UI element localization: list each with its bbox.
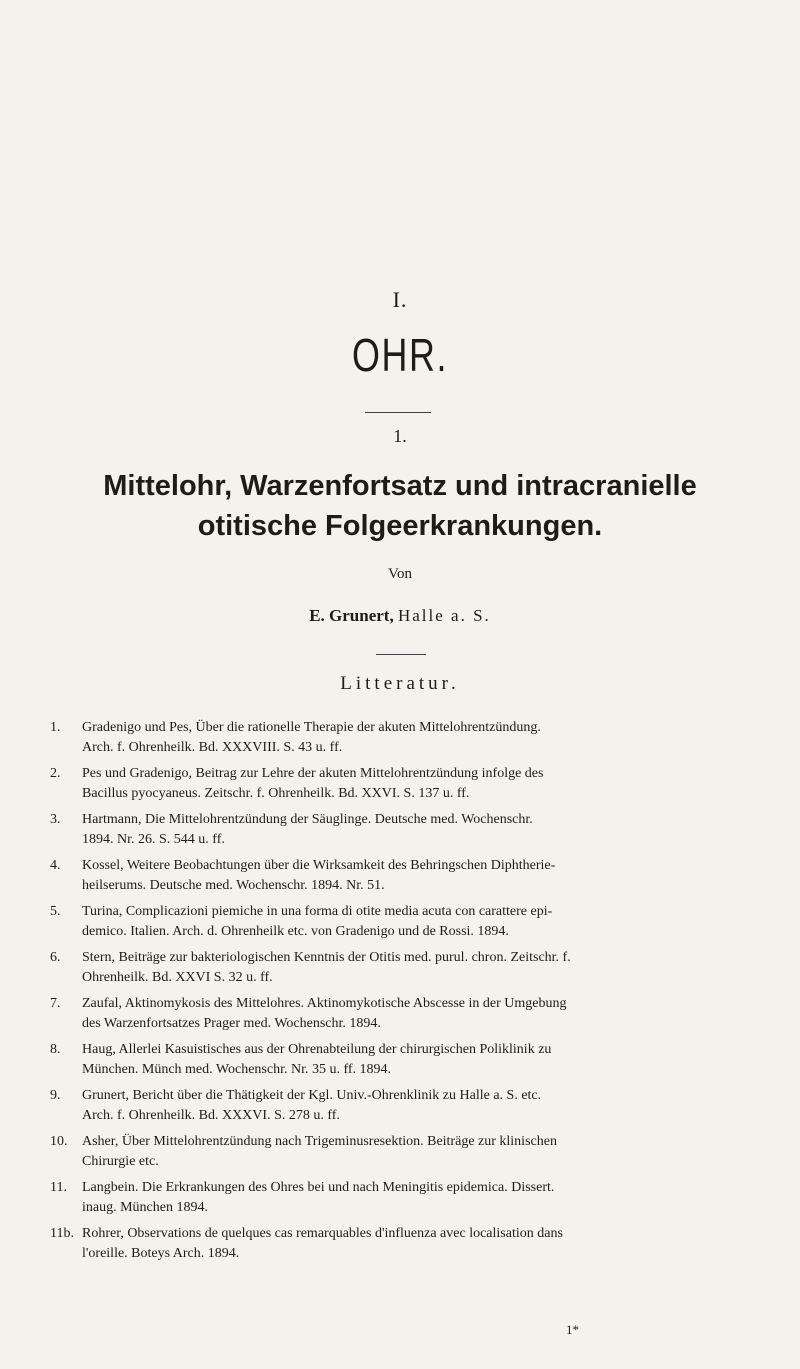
reference-item — [50, 948, 772, 988]
reference-line: Rohrer, Observations de quelques cas remarquables d'influenza avec localisation dans — [82, 1226, 563, 1241]
reference-item — [50, 1224, 772, 1264]
reference-line: Asher, Über Mittelohrentzündung nach Trigeminusresektion. Beiträge zur klinischen — [82, 1134, 557, 1149]
chapter-title-line-1: Mittelohr, Warzenfortsatz und intracranielle — [103, 470, 697, 502]
byline-von: Von — [388, 566, 412, 582]
reference-number: 9. — [50, 1088, 61, 1103]
reference-line: Grunert, Bericht über die Thätigkeit der Kgl. Univ.-Ohrenklinik zu Halle a. S. etc. — [82, 1088, 542, 1103]
reference-number: 11. — [50, 1180, 67, 1195]
reference-line: Hartmann, Die Mittelohrentzündung der Säuglinge. Deutsche med. Wochenschr. — [82, 812, 533, 827]
chapter-title — [0, 466, 800, 546]
reference-number: 6. — [50, 950, 61, 965]
reference-number: 11b. — [50, 1226, 74, 1241]
reference-item — [50, 856, 772, 896]
reference-item — [50, 1086, 772, 1126]
reference-line: Langbein. Die Erkrankungen des Ohres bei und nach Meningitis epidemica. Dissert. — [82, 1180, 555, 1195]
reference-line: 1894. Nr. 26. S. 544 u. ff. — [82, 832, 225, 847]
signature-mark: 1* — [566, 1322, 579, 1337]
reference-line: Arch. f. Ohrenheilk. Bd. XXXVIII. S. 43 u. ff. — [82, 740, 343, 755]
reference-line: Haug, Allerlei Kasuistisches aus der Ohrenabteilung der chirurgischen Poliklinik zu — [82, 1042, 552, 1057]
reference-item — [50, 718, 772, 758]
literature-heading: Litteratur. — [340, 673, 460, 694]
reference-line: inaug. München 1894. — [82, 1200, 208, 1215]
author-place: Halle a. S. — [397, 606, 491, 625]
reference-line: Kossel, Weitere Beobachtungen über die Wirksamkeit des Behringschen Diphtherie- — [82, 858, 556, 873]
reference-line: l'oreille. Boteys Arch. 1894. — [82, 1246, 240, 1261]
reference-line: Arch. f. Ohrenheilk. Bd. XXXVI. S. 278 u. ff. — [82, 1108, 340, 1123]
reference-number: 4. — [50, 858, 61, 873]
reference-line: Pes und Gradenigo, Beitrag zur Lehre der akuten Mittelohrentzündung infolge des — [82, 766, 544, 781]
reference-item — [50, 1040, 772, 1080]
chapter-number: 1. — [393, 426, 407, 446]
reference-item — [50, 1132, 772, 1172]
reference-item — [50, 764, 772, 804]
divider-rule — [365, 412, 431, 413]
reference-item — [50, 902, 772, 942]
author-name: E. Grunert, — [309, 606, 394, 625]
reference-line: Zaufal, Aktinomykosis des Mittelohres. Aktinomykotische Abscesse in der Umgebung — [82, 996, 567, 1011]
reference-line: demico. Italien. Arch. d. Ohrenheilk etc. von Gradenigo und de Rossi. 1894. — [82, 924, 509, 939]
reference-line: Stern, Beiträge zur bakteriologischen Kenntnis der Otitis med. purul. chron. Zeitschr. f. — [82, 950, 571, 965]
section-title: OHR. — [352, 329, 448, 381]
reference-number: 8. — [50, 1042, 61, 1057]
reference-line: heilserums. Deutsche med. Wochenschr. 1894. Nr. 51. — [82, 878, 385, 893]
reference-item — [50, 1178, 772, 1218]
reference-number: 2. — [50, 766, 61, 781]
reference-line: München. Münch med. Wochenschr. Nr. 35 u. ff. 1894. — [82, 1062, 392, 1077]
reference-line: Gradenigo und Pes, Über die rationelle Therapie der akuten Mittelohrentzündung. — [82, 720, 541, 735]
reference-line: Turina, Complicazioni piemiche in una forma di otite media acuta con carattere epi- — [82, 904, 553, 919]
reference-number: 3. — [50, 812, 61, 827]
reference-list — [50, 718, 772, 1270]
divider-rule — [376, 654, 426, 655]
reference-item — [50, 994, 772, 1034]
byline-author — [0, 606, 800, 626]
reference-number: 5. — [50, 904, 61, 919]
reference-line: des Warzenfortsatzes Prager med. Wochenschr. 1894. — [82, 1016, 381, 1031]
reference-line: Chirurgie etc. — [82, 1154, 159, 1169]
reference-number: 10. — [50, 1134, 68, 1149]
reference-number: 7. — [50, 996, 61, 1011]
reference-line: Ohrenheilk. Bd. XXVI S. 32 u. ff. — [82, 970, 273, 985]
chapter-title-line-2: otitische Folgeerkrankungen. — [197, 510, 603, 542]
reference-number: 1. — [50, 720, 61, 735]
reference-item — [50, 810, 772, 850]
section-number: I. — [392, 287, 408, 312]
reference-line: Bacillus pyocyaneus. Zeitschr. f. Ohrenheilk. Bd. XXVI. S. 137 u. ff. — [82, 786, 470, 801]
